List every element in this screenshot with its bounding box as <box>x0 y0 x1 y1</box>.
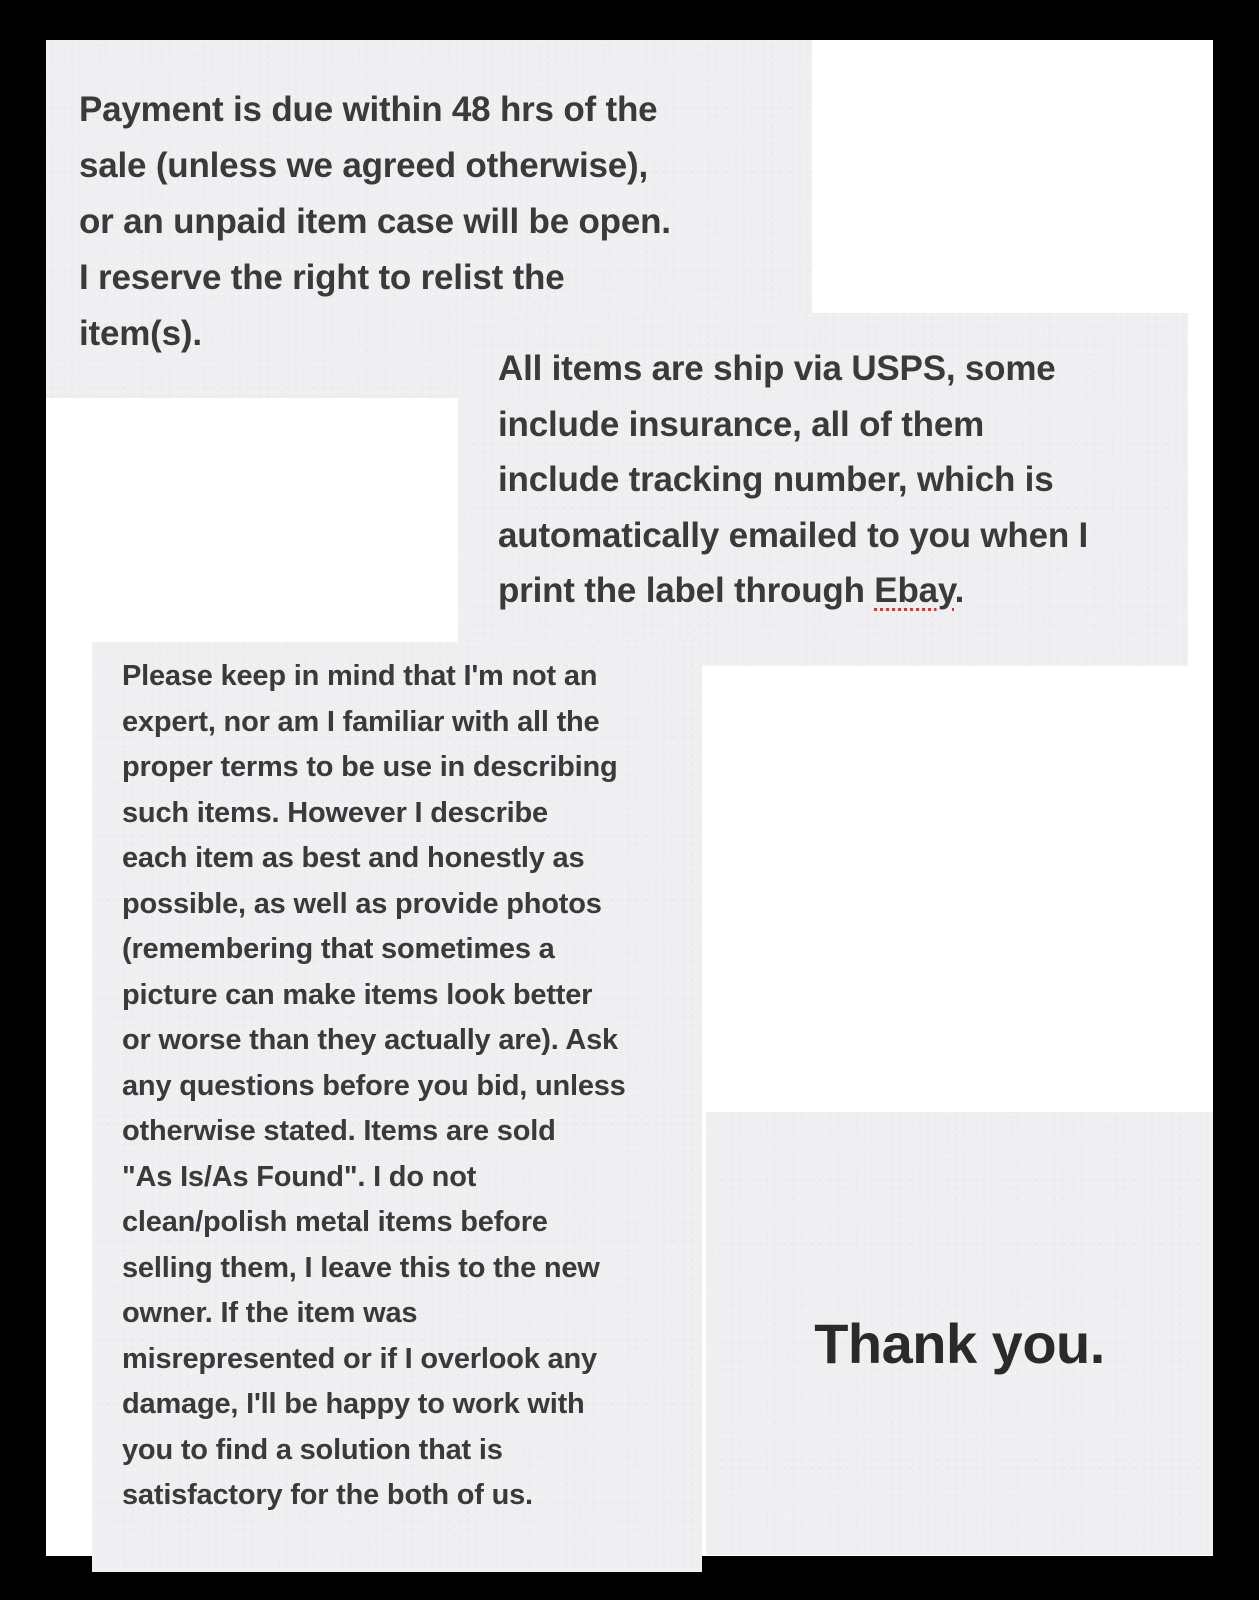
shipping-text-end: . <box>954 571 965 610</box>
thank-you-card <box>706 1112 1213 1555</box>
thank-you-text: Thank you. <box>814 1312 1105 1375</box>
disclaimer-card <box>92 642 702 1572</box>
payment-policy-text: Payment is due within 48 hrs of the sale (unless we agreed otherwise), or an unpaid item case will be open. I reserve the right to relist the item(s). <box>79 90 671 353</box>
shipping-policy-text <box>498 341 1168 619</box>
collage-canvas <box>46 40 1213 1556</box>
shipping-text-main: All items are ship via USPS, some include insurance, all of them include tracking number, which is automatically emailed to you when I print the label through <box>498 349 1089 610</box>
spellcheck-word-ebay: Ebay <box>874 571 955 610</box>
shipping-policy-card <box>458 313 1188 666</box>
disclaimer-text: Please keep in mind that I'm not an expert, nor am I familiar with all the proper terms to be use in describing such items. However I describe each item as best and honestly as possible, as well as provide photos (remembering that sometimes a picture can make items look better or worse than they actually are). Ask any questions before you bid, unless otherwise stated. Items are sold "As Is/As Found". I do not clean/polish metal items before selling them, I leave this to the new owner. If the item was misrepresented or if I overlook any damage, I'll be happy to work with you to find a solution that is satisfactory for the both of us. <box>122 660 626 1511</box>
